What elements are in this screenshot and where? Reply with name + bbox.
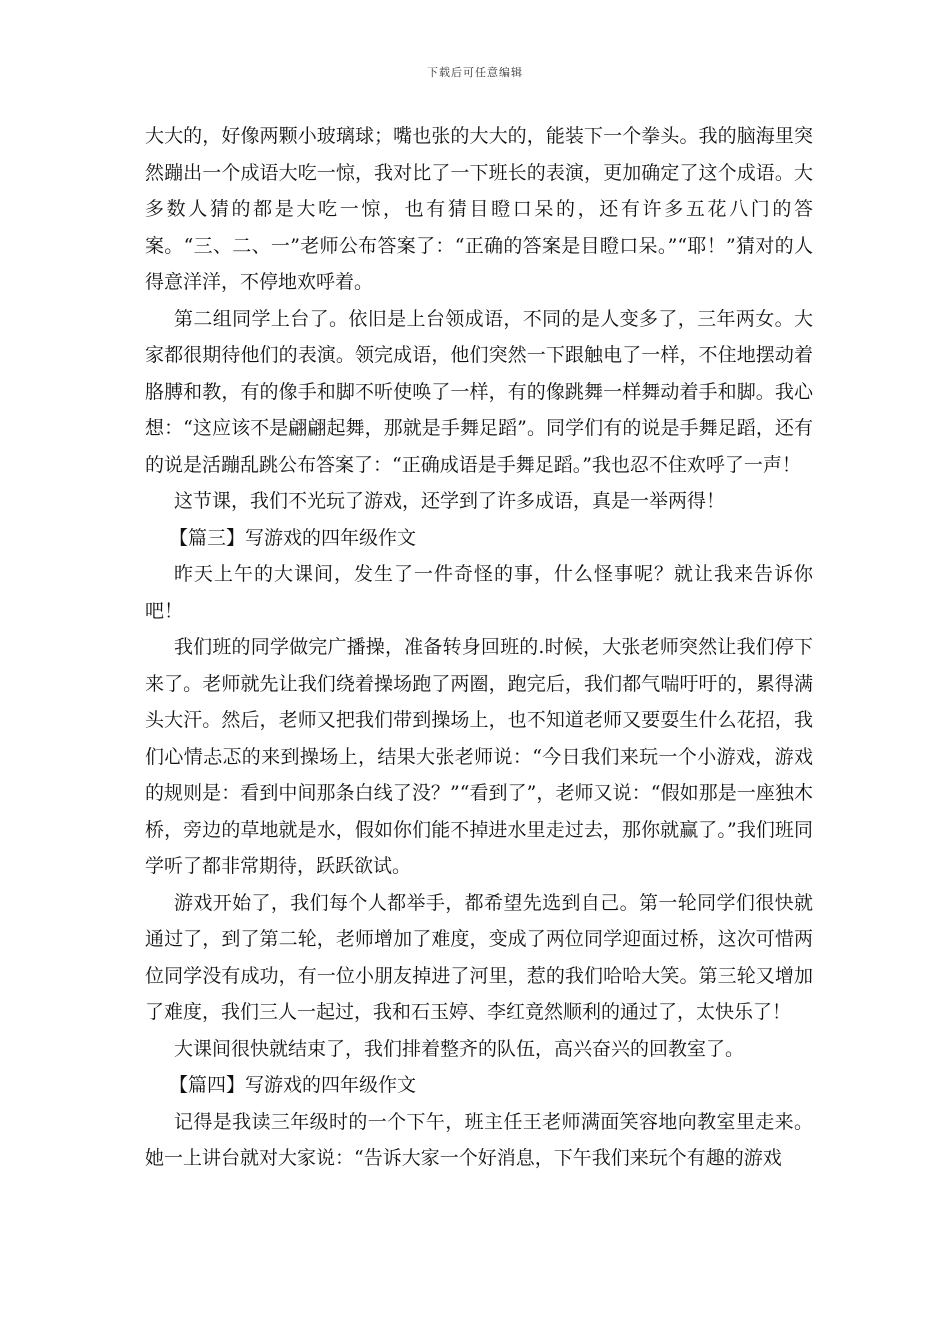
paragraph-5: 我们班的同学做完广播操，准备转身回班的.时候，大张老师突然让我们停下来了。老师就先让我们绕着操场跑了两圈，跑完后，我们都气喘吁吁的，累得满头大汗。然后，老师又把我们带到操场上，也不知道老师又要耍生什么花招，我们心情忐忑的来到操场上，结果大张老师说：“今日我们来玩一个小游戏，游戏的规则是：看到中间那条白线了没？”“看到了”，老师又说：“假如那是一座独木桥，旁边的草地就是水，假如你们能不掉进水里走过去，那你就赢了。”我们班同学听了都非常期待，跃跃欲试。 xyxy=(145,636,813,877)
paragraph-2: 第二组同学上台了。依旧是上台领成语，不同的是人变多了，三年两女。大家都很期待他们的表演。领完成语，他们突然一下跟触电了一样，不住地摆动着胳膊和教，有的像手和脚不听使唤了一样，有的像跳舞一样舞动着手和脚。我心想：“这应该不是翩翩起舞，那就是手舞足蹈”。同学们有的说是手舞足蹈，还有的说是活蹦乱跳公布答案了：“正确成语是手舞足蹈。”我也忍不住欢呼了一声！ xyxy=(145,307,813,476)
paragraph-6: 游戏开始了，我们每个人都举手，都希望先选到自己。第一轮同学们很快就通过了，到了第二轮，老师增加了难度，变成了两位同学迎面过桥，这次可惜两位同学没有成功，有一位小朋友掉进了河里，惹的我们哈哈大笑。第三轮又增加了难度，我们三人一起过，我和石玉婷、李红竟然顺利的通过了，太快乐了！ xyxy=(145,891,813,1023)
document-body xyxy=(145,118,813,1177)
section-heading-3: 【篇三】写游戏的四年级作文 xyxy=(169,526,417,549)
paragraph-7: 大课间很快就结束了，我们排着整齐的队伍，高兴奋兴的回教室了。 xyxy=(174,1037,745,1060)
page-header: 下载后可任意编辑 xyxy=(427,66,523,79)
paragraph-8: 记得是我读三年级时的一个下午，班主任王老师满面笑容地向教室里走来。她一上讲台就对大家说：“告诉大家一个好消息，下午我们来玩个有趣的游戏 xyxy=(145,1110,813,1169)
paragraph-3: 这节课，我们不光玩了游戏，还学到了许多成语，真是一举两得！ xyxy=(174,490,726,512)
paragraph-4: 昨天上午的大课间，发生了一件奇怪的事，什么怪事呢？就让我来告诉你吧！ xyxy=(145,563,813,622)
section-heading-4: 【篇四】写游戏的四年级作文 xyxy=(169,1074,417,1096)
paragraph-1: 大大的，好像两颗小玻璃球；嘴也张的大大的，能装下一个拳头。我的脑海里突然蹦出一个成语大吃一惊，我对比了一下班长的表演，更加确定了这个成语。大多数人猜的都是大吃一惊，也有猜目瞪口呆的，还有许多五花八门的答案。“三、二、一”老师公布答案了：“正确的答案是目瞪口呆。”“耶！”猜对的人得意洋洋，不停地欢呼着。 xyxy=(145,125,813,293)
